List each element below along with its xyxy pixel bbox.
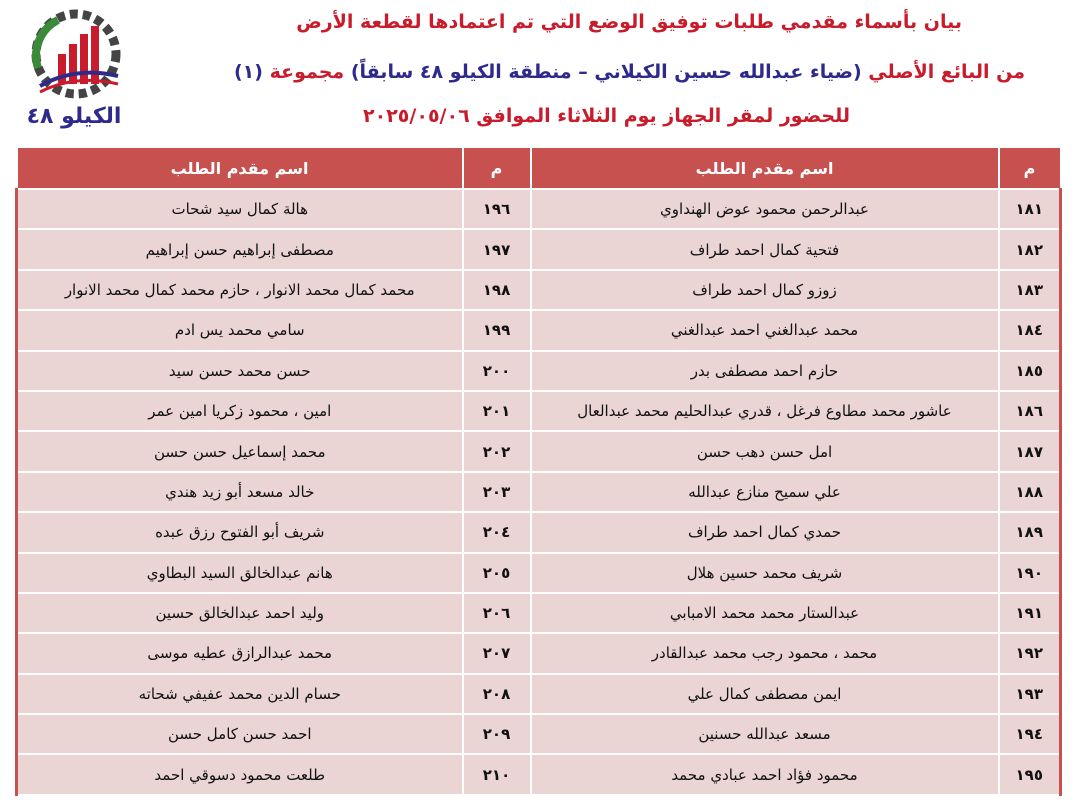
row-number-left: ٢٠٨ <box>463 674 531 714</box>
applicant-name-left: وليد احمد عبدالخالق حسين <box>17 593 463 633</box>
row-number-left: ١٩٨ <box>463 270 531 310</box>
row-number-left: ١٩٦ <box>463 189 531 229</box>
applicant-name-right: عاشور محمد مطاوع فرغل ، قدري عبدالحليم محمد عبدالعال <box>531 391 999 431</box>
row-number-left: ٢٠٦ <box>463 593 531 633</box>
table-row <box>17 553 1061 593</box>
title-line-2 <box>145 58 1025 86</box>
row-number-left: ٢٠٥ <box>463 553 531 593</box>
row-number-left: ٢٠٠ <box>463 351 531 391</box>
applicant-name-right: مسعد عبدالله حسنين <box>531 714 999 754</box>
applicant-name-right: ايمن مصطفى كمال علي <box>531 674 999 714</box>
row-number-right: ١٩٤ <box>999 714 1061 754</box>
applicant-name-left: هانم عبدالخالق السيد البطاوي <box>17 553 463 593</box>
table-row <box>17 431 1061 471</box>
table-row <box>17 472 1061 512</box>
applicant-name-left: شريف أبو الفتوح رزق عبده <box>17 512 463 552</box>
applicant-name-right: علي سميح منازع عبدالله <box>531 472 999 512</box>
row-number-right: ١٩٠ <box>999 553 1061 593</box>
row-number-left: ٢٠١ <box>463 391 531 431</box>
document-header <box>0 0 1080 145</box>
row-number-left: ٢٠٣ <box>463 472 531 512</box>
row-number-left: ٢٠٢ <box>463 431 531 471</box>
table-row <box>17 593 1061 633</box>
title-line-2-seller: (ضياء عبدالله حسين الكيلاني – منطقة الكيلو ٤٨ سابقاً) <box>350 61 862 83</box>
row-number-right: ١٨٣ <box>999 270 1061 310</box>
row-number-left: ٢٠٧ <box>463 633 531 673</box>
applicant-name-left: محمد عبدالرازق عطيه موسى <box>17 633 463 673</box>
applicant-name-left: حسام الدين محمد عفيفي شحاته <box>17 674 463 714</box>
row-number-left: ١٩٧ <box>463 229 531 269</box>
row-number-left: ٢٠٩ <box>463 714 531 754</box>
title-line-2-part-c: مجموعة <box>262 61 351 83</box>
row-number-right: ١٨٢ <box>999 229 1061 269</box>
table-row <box>17 754 1061 794</box>
applicant-name-right: عبدالستار محمد محمد الامبابي <box>531 593 999 633</box>
applicant-name-left: امين ، محمود زكريا امين عمر <box>17 391 463 431</box>
header-name-right: اسم مقدم الطلب <box>531 147 999 189</box>
table-header-row <box>17 147 1061 189</box>
title-line-2-group: (١) <box>233 61 263 83</box>
table-row <box>17 310 1061 350</box>
table-row <box>17 270 1061 310</box>
applicant-name-left: محمد كمال محمد الانوار ، حازم محمد كمال محمد الانوار <box>17 270 463 310</box>
table-row <box>17 189 1061 229</box>
applicant-name-left: مصطفى إبراهيم حسن إبراهيم <box>17 229 463 269</box>
logo-caption: الكيلو ٤٨ <box>26 104 122 129</box>
row-number-right: ١٩٥ <box>999 754 1061 794</box>
applicant-name-right: عبدالرحمن محمود عوض الهنداوي <box>531 189 999 229</box>
row-number-right: ١٩٣ <box>999 674 1061 714</box>
row-number-left: ٢١٠ <box>463 754 531 794</box>
applicant-name-right: محمود فؤاد احمد عبادي محمد <box>531 754 999 794</box>
applicant-name-right: محمد عبدالغني احمد عبدالغني <box>531 310 999 350</box>
title-line-3: للحضور لمقر الجهاز يوم الثلاثاء الموافق ٢٠٢٥/٠٥/٠٦ <box>363 105 850 127</box>
applicant-name-right: محمد ، محمود رجب محمد عبدالقادر <box>531 633 999 673</box>
row-number-right: ١٨٥ <box>999 351 1061 391</box>
applicant-name-left: حسن محمد حسن سيد <box>17 351 463 391</box>
table-row <box>17 714 1061 754</box>
applicant-name-left: هالة كمال سيد شحات <box>17 189 463 229</box>
header-name-left: اسم مقدم الطلب <box>17 147 463 189</box>
title-line-2-part-a: من البائع الأصلي <box>861 61 1025 83</box>
table-row <box>17 674 1061 714</box>
table-body <box>17 189 1061 795</box>
table-row <box>17 351 1061 391</box>
row-number-right: ١٨٨ <box>999 472 1061 512</box>
applicant-name-right: حازم احمد مصطفى بدر <box>531 351 999 391</box>
row-number-right: ١٨٤ <box>999 310 1061 350</box>
applicant-name-left: خالد مسعد أبو زيد هندي <box>17 472 463 512</box>
applicant-name-right: حمدي كمال احمد طراف <box>531 512 999 552</box>
row-number-right: ١٩١ <box>999 593 1061 633</box>
table-row <box>17 229 1061 269</box>
table-row <box>17 391 1061 431</box>
applicant-name-left: طلعت محمود دسوقي احمد <box>17 754 463 794</box>
applicant-name-right: زوزو كمال احمد طراف <box>531 270 999 310</box>
applicants-table <box>15 146 1062 796</box>
row-number-right: ١٨٧ <box>999 431 1061 471</box>
row-number-right: ١٨٦ <box>999 391 1061 431</box>
applicant-name-right: شريف محمد حسين هلال <box>531 553 999 593</box>
row-number-right: ١٩٢ <box>999 633 1061 673</box>
row-number-left: ١٩٩ <box>463 310 531 350</box>
applicant-name-left: احمد حسن كامل حسن <box>17 714 463 754</box>
applicant-name-left: محمد إسماعيل حسن حسن <box>17 431 463 471</box>
title-line-1: بيان بأسماء مقدمي طلبات توفيق الوضع التي تم اعتمادها لقطعة الأرض <box>296 11 962 33</box>
table-row <box>17 633 1061 673</box>
applicants-table-wrapper <box>18 146 1062 796</box>
applicant-name-left: سامي محمد يس ادم <box>17 310 463 350</box>
header-number-left: م <box>463 147 531 189</box>
applicant-name-right: امل حسن دهب حسن <box>531 431 999 471</box>
row-number-right: ١٨٩ <box>999 512 1061 552</box>
row-number-right: ١٨١ <box>999 189 1061 229</box>
table-row <box>17 512 1061 552</box>
applicant-name-right: فتحية كمال احمد طراف <box>531 229 999 269</box>
row-number-left: ٢٠٤ <box>463 512 531 552</box>
header-number-right: م <box>999 147 1061 189</box>
